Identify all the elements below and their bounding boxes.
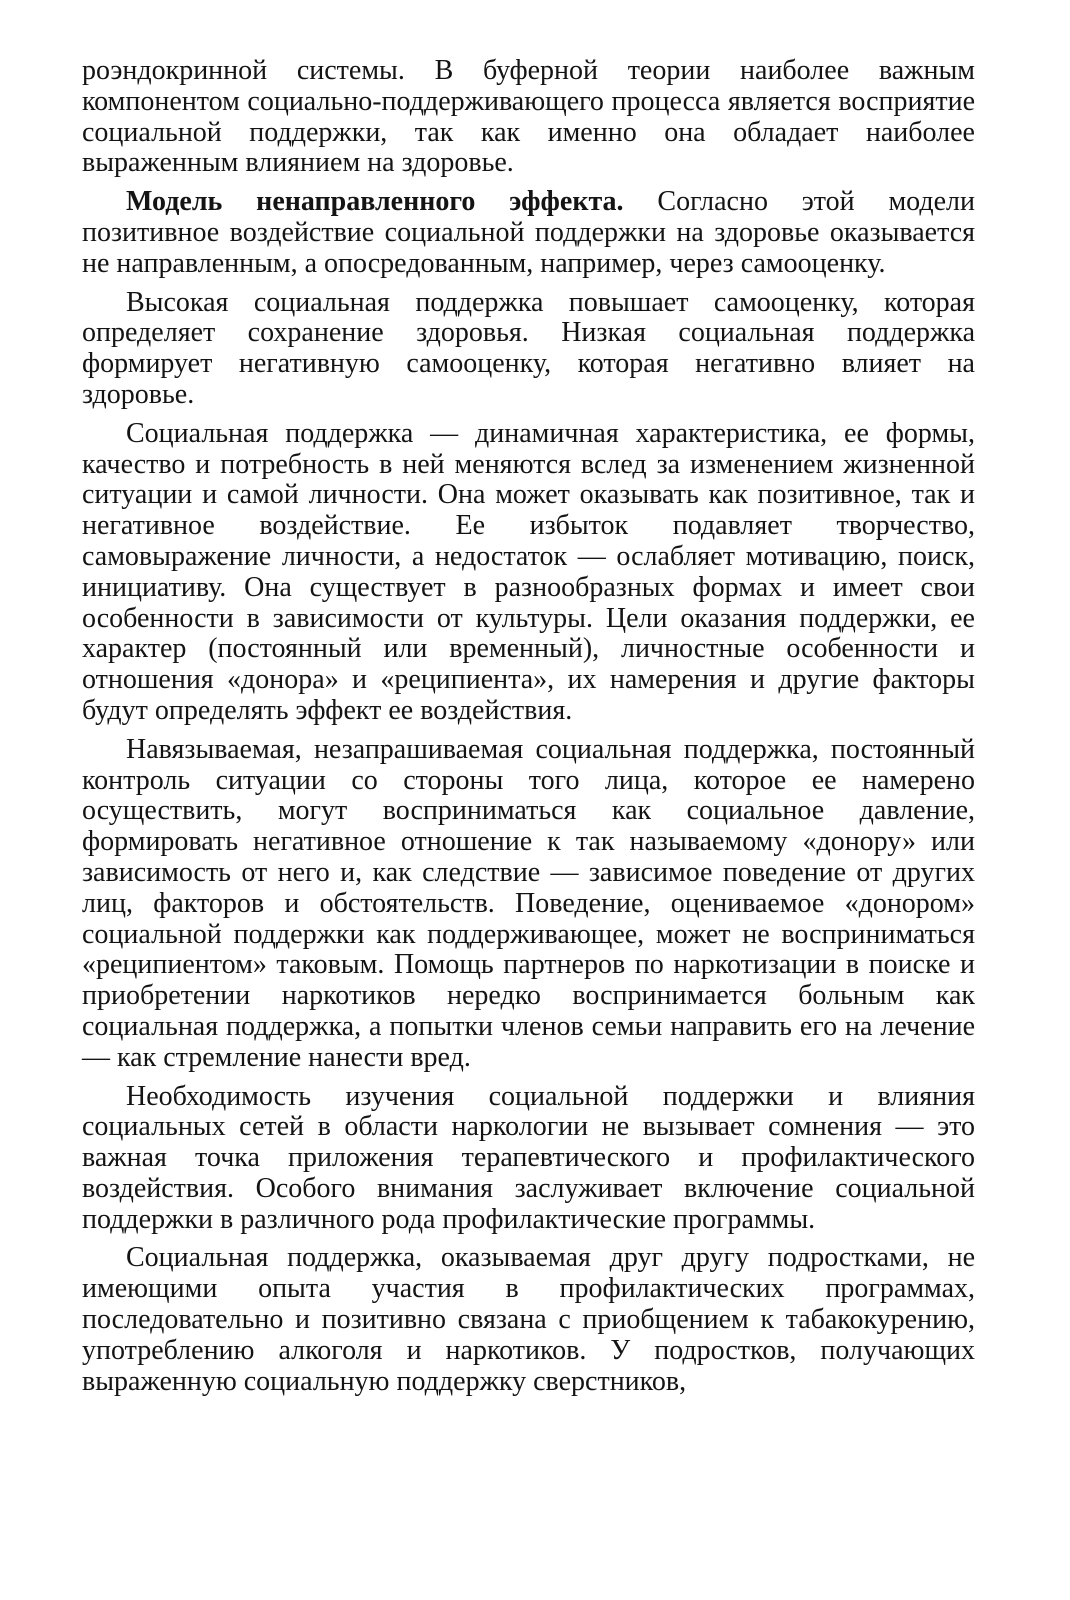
run-in-heading: Модель ненаправленного эффекта. — [126, 186, 624, 218]
paragraph-nondirected-effect-model — [82, 187, 975, 279]
paragraph-self-esteem: Высокая социальная поддержка повышает самооценку, которая определяет сохранение здоровья. Низкая социальная поддержка формирует негативную самооценку, которая негативно влияет на здоровье. — [82, 286, 975, 410]
paragraph-text: Согласно этой модели позитивное воздействие социальной поддержки на здоровье оказывается не направленным, а опосредованным, например, через самооценку. — [82, 186, 976, 279]
paragraph-dynamic-characteristic: Социальная поддержка — динамичная характеристика, ее формы, качество и потребность в ней меняются вслед за изменением жизненной ситуации и самой личности. Она может оказывать как позитивное, так и негативное воздействие. Ее избыток подавляет творчество, самовыражение личности, а недостаток — ослабляет мотивацию, поиск, инициативу. Она существует в разнообразных формах и имеет свои особенности в зависимости от культуры. Цели оказания поддержки, ее характер (постоянный или временный), личностные особенности и отношения «донора» и «реципиента», их намерения и другие факторы будут определять эффект ее воздействия. — [82, 417, 975, 726]
paragraph-narcology-research: Необходимость изучения социальной поддержки и влияния социальных сетей в области наркологии не вызывает сомнения — это важная точка приложения терапевтического и профилактического воздействия. Особого внимания заслуживает включение социальной поддержки в различного рода профилактические программы. — [82, 1080, 975, 1235]
paragraph-buffer-theory-continued: роэндокринной системы. В буферной теории наиболее важным компонентом социально-поддерживающего процесса является восприятие социальной поддержки, так как именно она обладает наиболее выраженным влиянием на здоровье. — [82, 55, 975, 179]
paragraph-imposed-support: Навязываемая, незапрашиваемая социальная поддержка, постоянный контроль ситуации со стороны того лица, которое ее намерено осуществить, могут восприниматься как социальное давление, формировать негативное отношение к так называемому «донору» или зависимость от него и, как следствие — зависимое поведение от других лиц, факторов и обстоятельств. Поведение, оцениваемое «донором» социальной поддержки как поддерживающее, может не восприниматься «реципиентом» таковым. Помощь партнеров по наркотизации в поиске и приобретении наркотиков нередко воспринимается больным как социальная поддержка, а попытки членов семьи направить его на лечение — как стремление нанести вред. — [82, 733, 975, 1073]
paragraph-adolescent-support: Социальная поддержка, оказываемая друг другу подростками, не имеющими опыта участия в профилактических программах, последовательно и позитивно связана с приобщением к табакокурению, употреблению алкоголя и наркотиков. У подростков, получающих выраженную социальную поддержку сверстников, — [82, 1242, 975, 1397]
